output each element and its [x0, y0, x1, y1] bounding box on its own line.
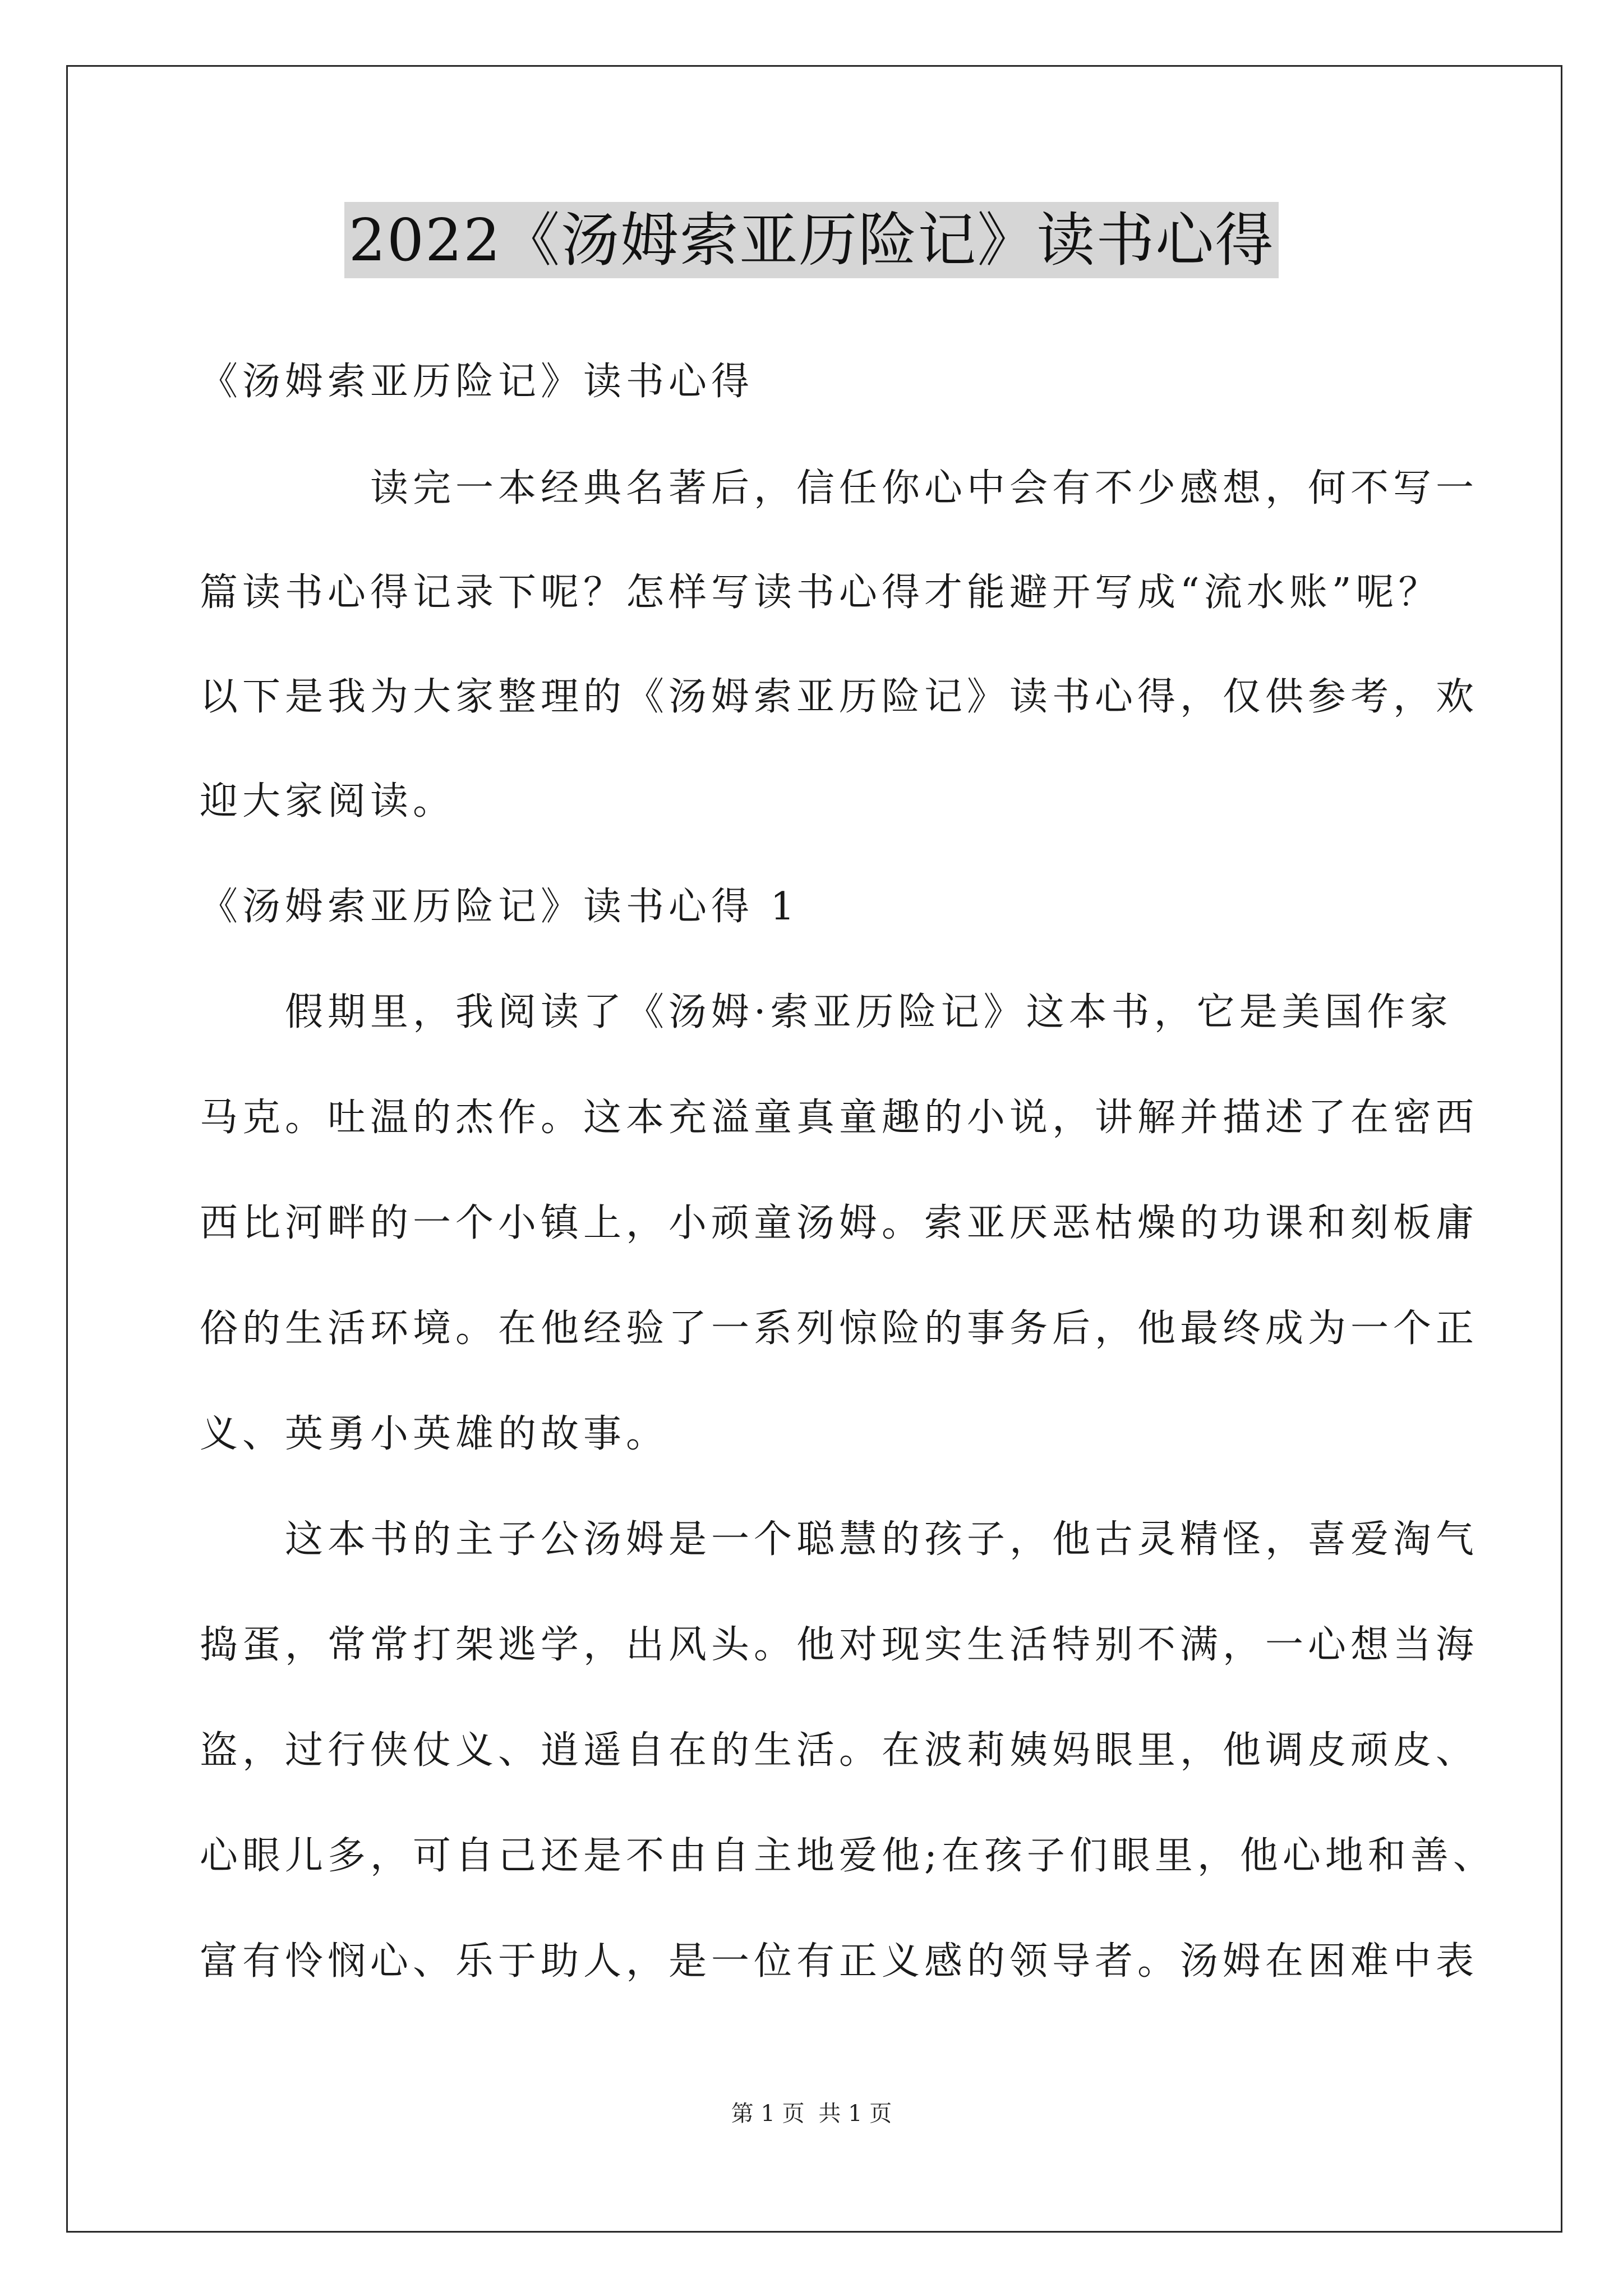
body-line: 心眼儿多，可自己还是不由自主地爱他;在孩子们眼里，他心地和善、	[200, 1834, 1496, 1878]
body-line: 假期里，我阅读了《汤姆·索亚历险记》这本书，它是美国作家	[200, 990, 1453, 1034]
body-line: 以下是我为大家整理的《汤姆索亚历险记》读书心得，仅供参考，欢	[200, 675, 1479, 719]
section-heading: 《汤姆索亚历险记》读书心得 1	[200, 885, 799, 929]
body-line: 俗的生活环境。在他经验了一系列惊险的事务后，他最终成为一个正	[200, 1306, 1479, 1351]
body-line: 西比河畔的一个小镇上，小顽童汤姆。索亚厌恶枯燥的功课和刻板庸	[200, 1201, 1479, 1245]
body-line: 盗，过行侠仗义、逍遥自在的生活。在波莉姨妈眼里，他调皮顽皮、	[200, 1728, 1479, 1773]
body-line: 富有怜悯心、乐于助人，是一位有正义感的领导者。汤姆在困难中表	[200, 1939, 1479, 1984]
body-line: 捣蛋，常常打架逃学，出风头。他对现实生活特别不满，一心想当海	[200, 1623, 1479, 1667]
body-line: 迎大家阅读。	[200, 779, 456, 823]
body-line: 马克。吐温的杰作。这本充溢童真童趣的小说，讲解并描述了在密西	[200, 1096, 1479, 1140]
body-line: 《汤姆索亚历险记》读书心得	[200, 360, 754, 404]
body-line: 这本书的主子公汤姆是一个聪慧的孩子，他古灵精怪，喜爱淘气	[200, 1517, 1479, 1562]
body-line: 义、英勇小英雄的故事。	[200, 1412, 669, 1456]
page-footer	[0, 2098, 1623, 2129]
page-number: 第 1 页	[731, 2101, 805, 2127]
page-total: 共 1 页	[818, 2101, 892, 2127]
document-title: 2022《汤姆索亚历险记》读书心得	[344, 202, 1279, 278]
title-container	[0, 202, 1623, 278]
body-line: 读完一本经典名著后，信任你心中会有不少感想，何不写一	[200, 466, 1479, 510]
body-line: 篇读书心得记录下呢？怎样写读书心得才能避开写成“流水账”呢？	[200, 570, 1441, 615]
